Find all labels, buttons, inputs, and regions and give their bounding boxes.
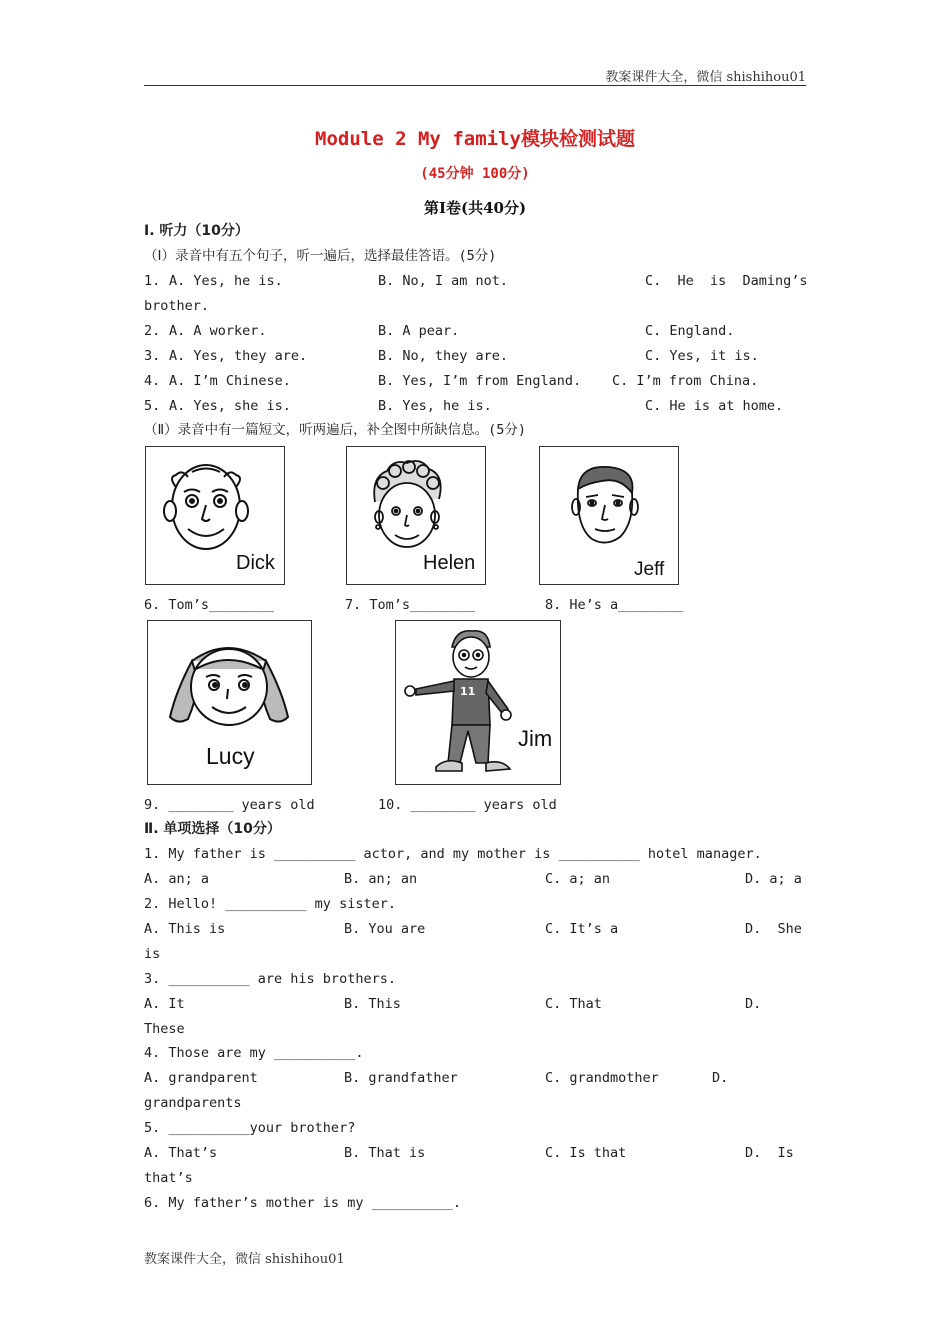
mc-q2-option-b: B. You are: [344, 921, 426, 937]
q4-option-b: B. Yes, I’m from England.: [378, 373, 582, 389]
label-jeff: Jeff: [634, 559, 665, 580]
label-lucy: Lucy: [206, 743, 255, 769]
mc-q5-option-c: C. Is that: [545, 1145, 627, 1161]
header-divider: [144, 85, 806, 86]
q2-number: 2.: [144, 323, 161, 339]
boy-figure-icon: [396, 621, 560, 784]
q1-option-b: B. No, I am not.: [378, 273, 509, 289]
mc-q3-option-c: C. That: [545, 996, 602, 1012]
mc-q1-option-a: A. an; a: [144, 871, 210, 887]
q3-option-c: C. Yes, it is.: [645, 348, 759, 364]
mc-q4-option-d-cont: grandparents: [144, 1095, 242, 1111]
q10-blank: 10. ________ years old: [378, 797, 557, 813]
q3-option-b: B. No, they are.: [378, 348, 509, 364]
q3-number: 3.: [144, 348, 161, 364]
q1-option-c-cont: brother.: [144, 298, 210, 314]
mc-q5-option-d: D. Is: [745, 1145, 794, 1161]
mc-q4-stem: 4. Those are my __________.: [144, 1045, 364, 1061]
header-source: 教案课件大全，微信 shishihou01: [605, 70, 806, 85]
mc-q3-option-d: D.: [745, 996, 762, 1012]
q2-option-c: C. England.: [645, 323, 735, 339]
q3-option-a: A. Yes, they are.: [169, 348, 308, 364]
q5-option-c: C. He is at home.: [645, 398, 784, 414]
label-helen: Helen: [423, 552, 476, 574]
jersey-number: 11: [460, 685, 476, 698]
mc-q4-option-b: B. grandfather: [344, 1070, 458, 1086]
part1-instruction: （Ⅰ）录音中有五个句子，听一遍后，选择最佳答语。(5分): [144, 248, 497, 264]
mc-q5-option-a: A. That’s: [144, 1145, 218, 1161]
mc-q2-option-a: A. This is: [144, 921, 226, 937]
page-title: Module 2 My family模块检测试题: [315, 128, 635, 150]
mc-q1-option-c: C. a; an: [545, 871, 611, 887]
q1-number: 1.: [144, 273, 161, 289]
label-dick: Dick: [236, 552, 275, 574]
q7-blank: 7. Tom’s________: [345, 597, 476, 613]
mc-q2-stem: 2. Hello! __________ my sister.: [144, 896, 396, 912]
q2-option-b: B. A pear.: [378, 323, 460, 339]
picture-jeff: [539, 446, 679, 585]
picture-lucy: [147, 620, 312, 785]
q5-number: 5.: [144, 398, 161, 414]
section2-heading: Ⅱ. 单项选择（10分）: [144, 821, 281, 837]
q6-blank: 6. Tom’s________: [144, 597, 275, 613]
mc-q4-option-a: A. grandparent: [144, 1070, 258, 1086]
mc-q1-stem: 1. My father is __________ actor, and my mother is __________ hotel manager.: [144, 846, 762, 862]
mc-q3-option-d-cont: These: [144, 1021, 185, 1037]
mc-q4-option-d: D.: [712, 1070, 729, 1086]
mc-q2-option-d: D. She: [745, 921, 802, 937]
q4-number: 4.: [144, 373, 161, 389]
mc-q3-stem: 3. __________ are his brothers.: [144, 971, 396, 987]
mc-q5-option-d-cont: that’s: [144, 1170, 193, 1186]
section1-heading: Ⅰ. 听力（10分）: [144, 223, 249, 239]
part2-instruction: （Ⅱ）录音中有一篇短文，听两遍后，补全图中所缺信息。(5分): [144, 422, 527, 438]
picture-jim: [395, 620, 561, 785]
mc-q2-option-d-cont: is: [144, 946, 161, 962]
mc-q1-option-d: D. a; a: [745, 871, 802, 887]
q9-blank: 9. ________ years old: [144, 797, 315, 813]
q5-option-b: B. Yes, he is.: [378, 398, 492, 414]
q1-option-a: A. Yes, he is.: [169, 273, 283, 289]
mc-q5-option-b: B. That is: [344, 1145, 426, 1161]
mc-q2-option-c: C. It’s a: [545, 921, 619, 937]
mc-q4-option-c: C. grandmother: [545, 1070, 659, 1086]
page-subtitle: (45分钟 100分): [420, 166, 530, 182]
picture-helen: [346, 446, 486, 585]
mc-q5-stem: 5. __________your brother?: [144, 1120, 356, 1136]
picture-dick: [145, 446, 285, 585]
q5-option-a: A. Yes, she is.: [169, 398, 291, 414]
q1-option-c: C. He is Daming’s: [645, 273, 808, 289]
q2-option-a: A. A worker.: [169, 323, 267, 339]
mc-q3-option-b: B. This: [344, 996, 401, 1012]
volume-heading: 第Ⅰ卷(共40分): [423, 199, 527, 217]
mc-q6-stem: 6. My father’s mother is my __________.: [144, 1195, 461, 1211]
label-jim: Jim: [518, 726, 553, 751]
q4-option-a: A. I’m Chinese.: [169, 373, 291, 389]
mc-q3-option-a: A. It: [144, 996, 185, 1012]
footer-source: 教案课件大全，微信 shishihou01: [144, 1252, 345, 1267]
q4-option-c: C. I’m from China.: [612, 373, 759, 389]
q8-blank: 8. He’s a________: [545, 597, 684, 613]
mc-q1-option-b: B. an; an: [344, 871, 418, 887]
